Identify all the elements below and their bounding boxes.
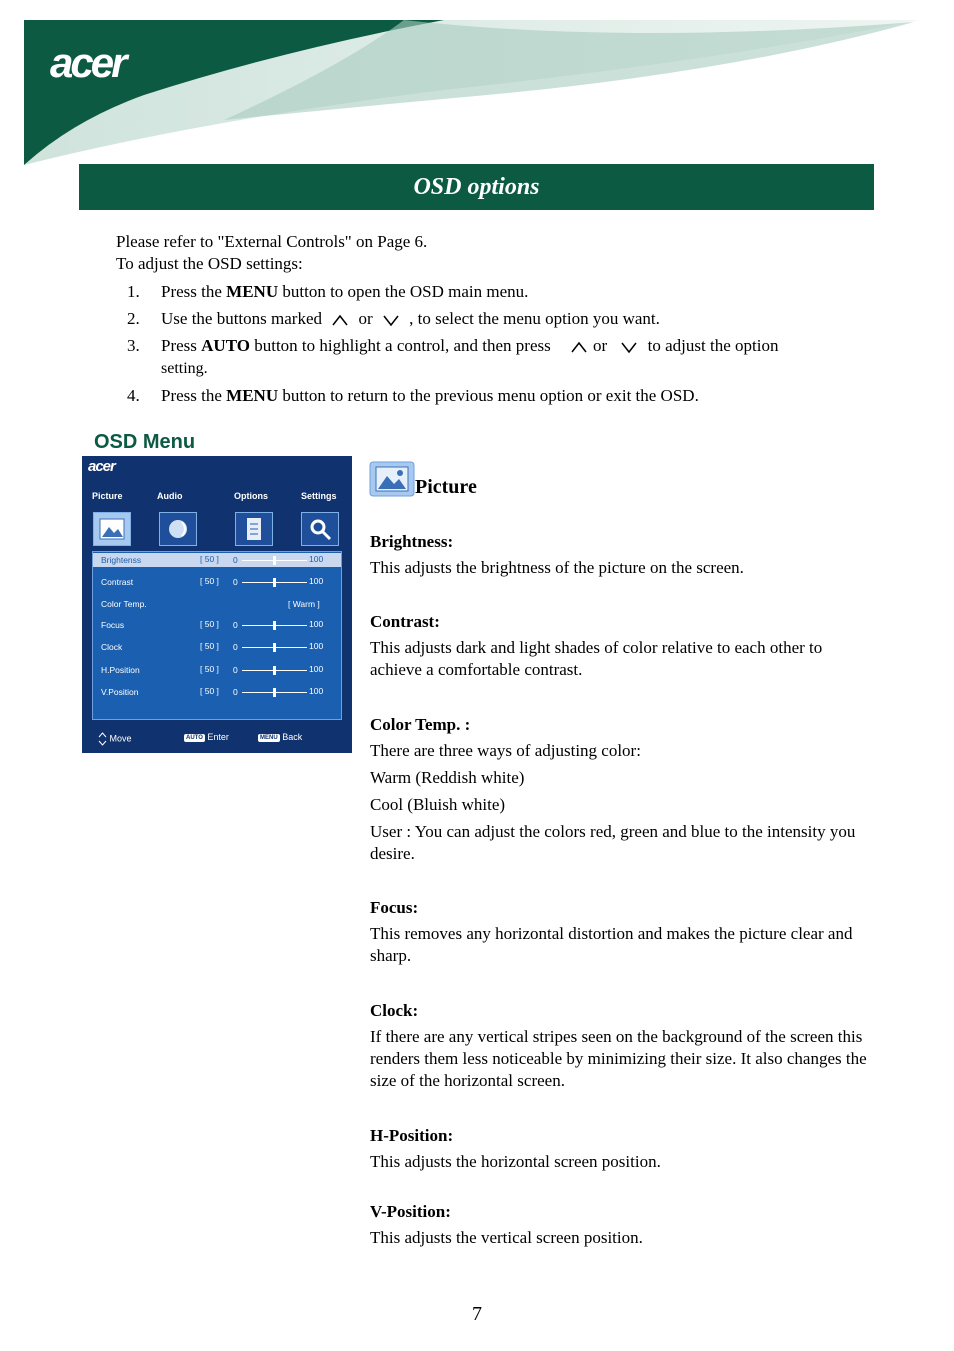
slider-knob xyxy=(273,666,276,675)
page-title: OSD options xyxy=(79,164,874,210)
osd-tab-options: Options xyxy=(234,491,268,501)
picture-icon xyxy=(93,512,131,546)
osd-settings-panel xyxy=(92,551,342,720)
osd-row-focus: Focus [ 50 ] 0 100 xyxy=(101,619,324,630)
picture-heading: Picture xyxy=(415,476,477,498)
slider-knob xyxy=(273,578,276,587)
osd-acer-logo: acer xyxy=(88,458,115,475)
slider-knob xyxy=(273,621,276,630)
up-arrow-icon xyxy=(569,340,589,354)
settings-icon xyxy=(301,512,339,546)
step-3: 3. Press AUTO button to highlight a control, and then press or to adjust the option setting. xyxy=(127,336,779,377)
intro xyxy=(116,231,427,275)
steps-list xyxy=(116,281,856,412)
intro-line-2: To adjust the OSD settings: xyxy=(116,254,303,273)
step-2: 2. Use the buttons marked or , to select the menu option you want. xyxy=(127,309,660,328)
osd-footer-back: MENU Back xyxy=(260,732,303,742)
osd-tab-picture: Picture xyxy=(92,491,123,501)
osd-tab-audio: Audio xyxy=(157,491,183,501)
osd-tab-settings: Settings xyxy=(301,491,337,501)
osd-row-h-position: H.Position [ 50 ] 0 100 xyxy=(101,664,324,675)
osd-row-clock: Clock [ 50 ] 0 100 xyxy=(101,641,324,652)
section-brightness: Brightness: This adjusts the brightness of the picture on the screen. xyxy=(370,532,744,577)
up-arrow-icon xyxy=(330,313,350,327)
down-arrow-icon xyxy=(619,340,639,354)
osd-menu-screenshot xyxy=(82,456,352,753)
step-4: 4. Press the MENU button to return to the previous menu option or exit the OSD. xyxy=(127,386,699,405)
audio-icon xyxy=(159,512,197,546)
osd-menu-heading: OSD Menu xyxy=(94,431,196,453)
up-down-arrow-icon xyxy=(98,732,107,746)
step-1: 1. Press the MENU button to open the OSD main menu. xyxy=(127,282,529,301)
section-focus: Focus: This removes any horizontal distortion and makes the picture clear and sharp. xyxy=(370,898,853,965)
osd-footer-move: Move xyxy=(98,732,132,746)
slider-knob xyxy=(273,688,276,697)
down-arrow-icon xyxy=(381,313,401,327)
osd-row-brightness: Brightenss [ 50 ] 0 100 xyxy=(93,553,341,567)
slider-knob xyxy=(273,556,276,565)
osd-row-color-temp: Color Temp. [ Warm ] xyxy=(101,599,320,609)
picture-icon xyxy=(369,461,415,497)
intro-line-1: Please refer to "External Controls" on Page 6. xyxy=(116,232,428,251)
acer-logo: acer xyxy=(50,39,125,86)
section-v-position: V-Position: This adjusts the vertical screen position. xyxy=(370,1202,643,1247)
page-number: 7 xyxy=(472,1303,482,1325)
header-banner xyxy=(24,20,924,168)
section-h-position: H-Position: This adjusts the horizontal screen position. xyxy=(370,1126,661,1171)
osd-row-v-position: V.Position [ 50 ] 0 100 xyxy=(101,686,324,697)
osd-row-contrast: Contrast [ 50 ] 0 100 xyxy=(101,576,324,587)
section-clock: Clock: If there are any vertical stripes seen on the background of the screen this renders them less noticeable by minimizing their size. It also changes the size of the horizontal screen. xyxy=(370,1001,867,1090)
osd-footer-enter: AUTO Enter xyxy=(186,732,229,742)
options-icon xyxy=(235,512,273,546)
slider-knob xyxy=(273,643,276,652)
section-contrast: Contrast: This adjusts dark and light shades of color relative to each other to achieve a comfortable contrast. xyxy=(370,612,823,679)
section-color-temp: Color Temp. : There are three ways of adjusting color: Warm (Reddish white) Cool (Bluish white) User : You can adjust the colors red, green and blue to the intensity you desire. xyxy=(370,715,856,863)
